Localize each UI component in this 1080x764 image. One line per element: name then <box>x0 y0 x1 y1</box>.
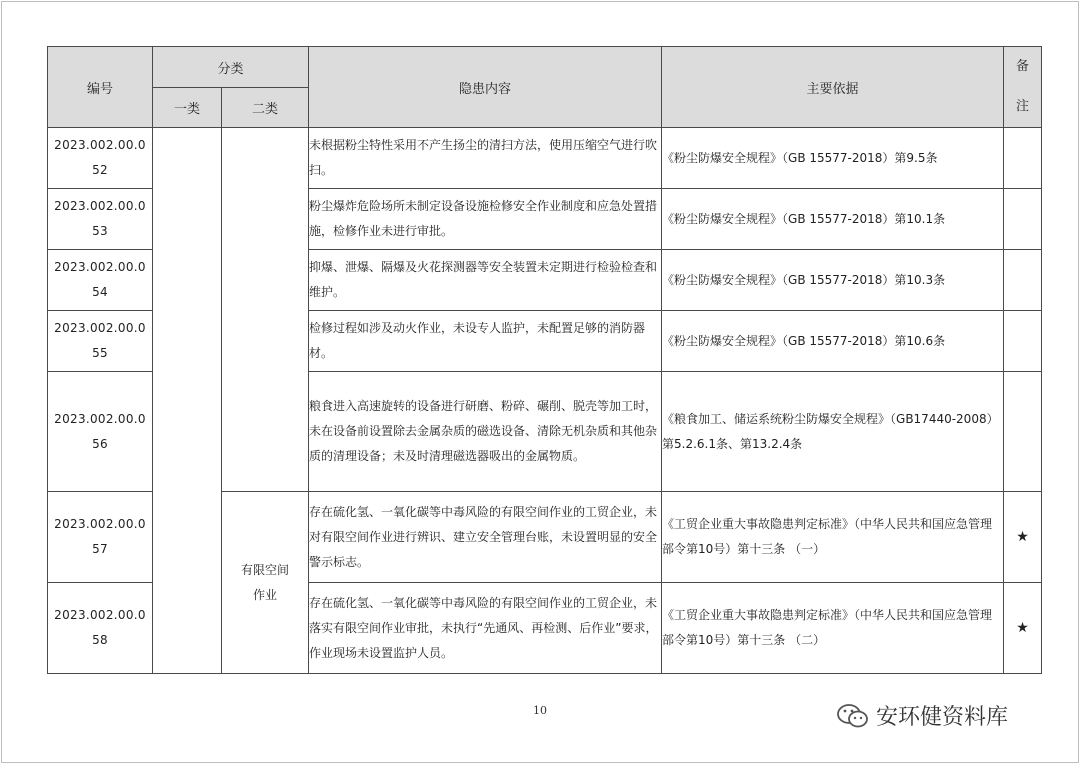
wechat-icon <box>836 702 870 730</box>
header-content: 隐患内容 <box>309 47 662 128</box>
header-category: 分类 <box>153 47 309 88</box>
watermark <box>836 700 1008 731</box>
row-id <box>48 492 153 583</box>
row-id-part2: 58 <box>92 633 108 647</box>
cat2-label-line2: 作业 <box>253 587 278 602</box>
row-id <box>48 128 153 189</box>
row-id-part1: 2023.002.00.0 <box>54 321 146 335</box>
cat1-cell <box>153 128 222 674</box>
row-note <box>1004 311 1042 372</box>
row-id-part1: 2023.002.00.0 <box>54 517 146 531</box>
row-content: 存在硫化氢、一氧化碳等中毒风险的有限空间作业的工贸企业，未对有限空间作业进行辨识、建立安全管理台账，未设置明显的安全警示标志。 <box>309 492 662 583</box>
row-note <box>1004 250 1042 311</box>
page-number: 10 <box>533 704 547 717</box>
header-cat2: 二类 <box>222 88 309 128</box>
row-id-part2: 53 <box>92 224 108 238</box>
row-id-part2: 54 <box>92 285 108 299</box>
row-id <box>48 583 153 674</box>
cat2-cell-blank <box>222 128 309 492</box>
header-note-line1: 备 <box>1016 59 1030 74</box>
header-cat1: 一类 <box>153 88 222 128</box>
row-content: 粉尘爆炸危险场所未制定设备设施检修安全作业制度和应急处置措施，检修作业未进行审批。 <box>309 189 662 250</box>
row-note <box>1004 372 1042 492</box>
row-id <box>48 311 153 372</box>
row-id-part1: 2023.002.00.0 <box>54 411 146 426</box>
row-note-star: ★ <box>1004 583 1042 674</box>
cat2-cell-confined-space <box>222 492 309 674</box>
row-content: 检修过程如涉及动火作业，未设专人监护，未配置足够的消防器材。 <box>309 311 662 372</box>
row-id-part2: 56 <box>92 436 108 451</box>
row-id-part1: 2023.002.00.0 <box>54 138 146 152</box>
row-basis: 《粉尘防爆安全规程》（GB 15577-2018）第10.3条 <box>662 250 1004 311</box>
row-id-part1: 2023.002.00.0 <box>54 199 146 213</box>
row-content: 抑爆、泄爆、隔爆及火花探测器等安全装置未定期进行检验检查和维护。 <box>309 250 662 311</box>
row-id-part2: 52 <box>92 163 108 177</box>
row-id <box>48 372 153 492</box>
row-id <box>48 189 153 250</box>
row-basis: 《工贸企业重大事故隐患判定标准》（中华人民共和国应急管理部令第10号）第十三条 （二） <box>662 583 1004 674</box>
row-basis: 《粮食加工、储运系统粉尘防爆安全规程》（GB17440-2008）第5.2.6.1条、第13.2.4条 <box>662 372 1004 492</box>
row-id-part1: 2023.002.00.0 <box>54 260 146 274</box>
row-id <box>48 250 153 311</box>
header-note-line2: 注 <box>1016 99 1030 114</box>
header-id: 编号 <box>48 47 153 128</box>
hazard-table <box>47 46 1042 674</box>
row-content: 未根据粉尘特性采用不产生扬尘的清扫方法，使用压缩空气进行吹扫。 <box>309 128 662 189</box>
cat2-label-line1: 有限空间 <box>241 562 290 577</box>
table-row <box>48 128 1042 189</box>
header-note <box>1004 47 1042 128</box>
row-note <box>1004 189 1042 250</box>
row-basis: 《粉尘防爆安全规程》（GB 15577-2018）第9.5条 <box>662 128 1004 189</box>
row-id-part1: 2023.002.00.0 <box>54 608 146 622</box>
row-id-part2: 55 <box>92 346 108 360</box>
row-basis: 《粉尘防爆安全规程》（GB 15577-2018）第10.1条 <box>662 189 1004 250</box>
row-id-part2: 57 <box>92 542 108 556</box>
row-note-star: ★ <box>1004 492 1042 583</box>
row-content: 粮食进入高速旋转的设备进行研磨、粉碎、碾削、脱壳等加工时，未在设备前设置除去金属杂质的磁选设备、清除无机杂质和其他杂质的清理设备；未及时清理磁选器吸出的金属物质。 <box>309 372 662 492</box>
row-basis: 《工贸企业重大事故隐患判定标准》（中华人民共和国应急管理部令第10号）第十三条 （一） <box>662 492 1004 583</box>
watermark-text: 安环健资料库 <box>876 705 1009 730</box>
row-note <box>1004 128 1042 189</box>
header-basis: 主要依据 <box>662 47 1004 128</box>
row-content: 存在硫化氢、一氧化碳等中毒风险的有限空间作业的工贸企业，未落实有限空间作业审批，未执行“先通风、再检测、后作业”要求，作业现场未设置监护人员。 <box>309 583 662 674</box>
row-basis: 《粉尘防爆安全规程》（GB 15577-2018）第10.6条 <box>662 311 1004 372</box>
